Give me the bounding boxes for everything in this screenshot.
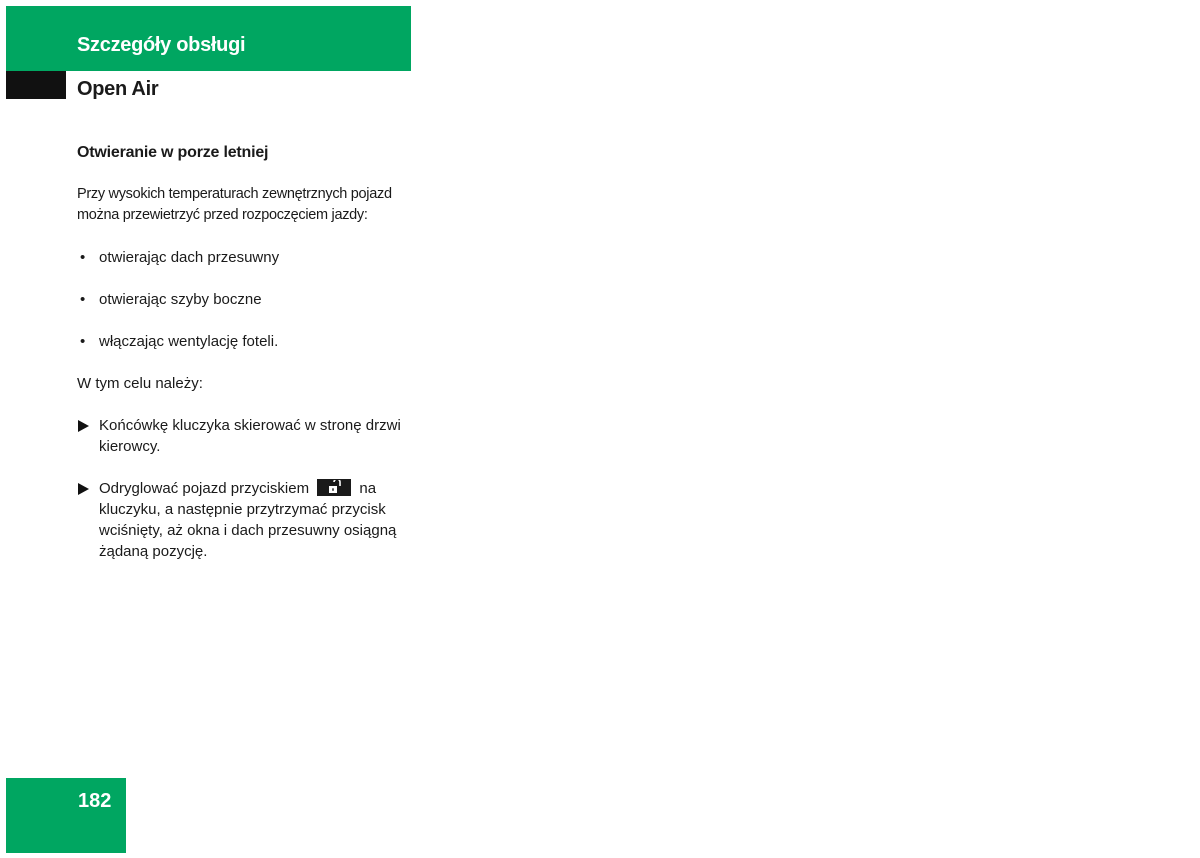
step-arrow-icon (78, 420, 89, 432)
bullet-icon: • (80, 333, 86, 350)
bullet-icon: • (80, 291, 86, 308)
chapter-title: Open Air (77, 78, 159, 100)
bullet-item: • włączając wentylację foteli. (80, 333, 279, 350)
bullet-icon: • (80, 249, 86, 266)
step-item: Końcówkę kluczyka skierować w stronę drzwi kierowcy. (77, 415, 413, 457)
subheading: Otwieranie w porze letniej (77, 144, 269, 161)
instruction-lead: W tym celu należy: (77, 375, 203, 392)
step-arrow-icon (78, 483, 89, 495)
bullet-item: • otwierając dach przesuwny (80, 249, 280, 266)
intro-paragraph: Przy wysokich temperaturach zewnętrznych pojazd można przewietrzyć przed rozpoczęciem jazdy: (77, 186, 392, 223)
section-title: Szczegóły obsługi (77, 34, 246, 56)
chapter-marker (6, 71, 66, 99)
step-list (77, 415, 413, 562)
step-item: Odryglować pojazd przyciskiem na kluczyku, a następnie przytrzymać przycisk wciśnięty, aż okna i dach przesuwny osiągną żądaną pozycję. (77, 478, 413, 562)
page-content (77, 142, 413, 583)
bullet-item: • otwierając szyby boczne (80, 291, 262, 308)
bullet-list (77, 247, 413, 352)
page-number: 182 (78, 790, 112, 812)
unlock-key-icon (317, 479, 351, 496)
